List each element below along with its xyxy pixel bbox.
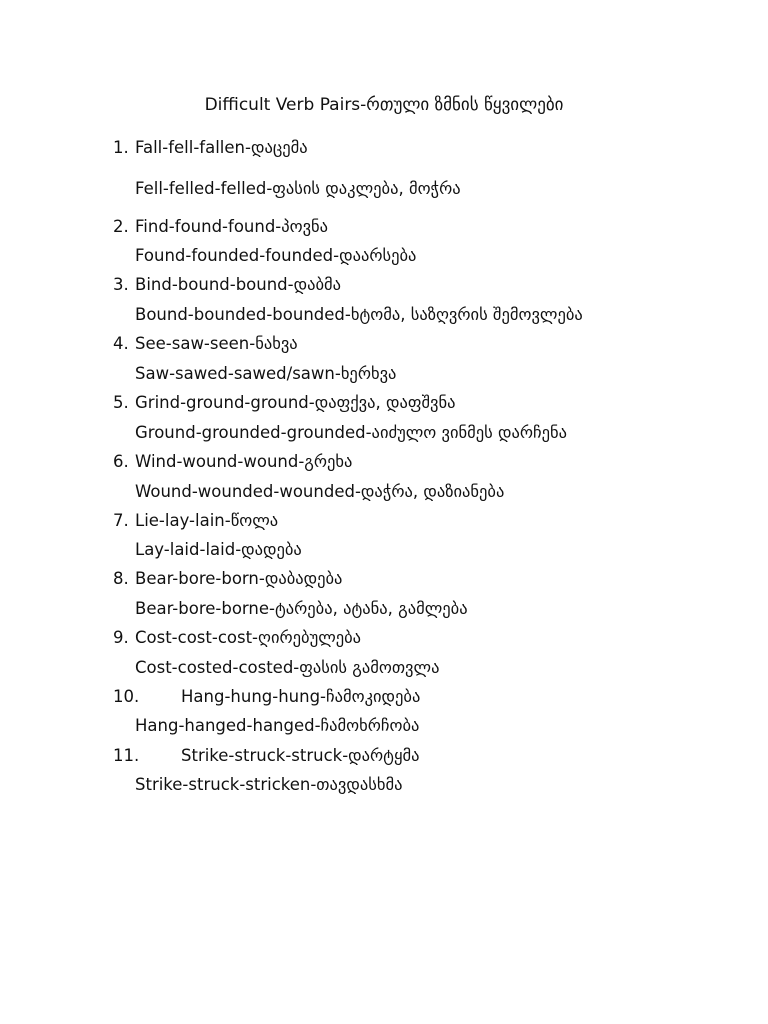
item-number: 7. [113, 511, 129, 530]
item-number: 2. [113, 217, 129, 236]
verb-line-primary: Bear-bore-born-დაბადება [135, 569, 343, 588]
verb-line-secondary: Found-founded-founded-დაარსება [135, 246, 417, 265]
verb-line-secondary: Strike-struck-stricken-თავდასხმა [135, 775, 403, 794]
verb-line-primary: Bind-bound-bound-დაბმა [135, 275, 342, 294]
verb-line-secondary: Bear-bore-borne-ტარება, ატანა, გამლება [135, 599, 468, 618]
verb-line-secondary: Bound-bounded-bounded-ხტომა, საზღვრის შემოვლება [135, 305, 583, 324]
verb-line-secondary: Ground-grounded-grounded-აიძულო ვინმეს დარჩენა [135, 423, 567, 442]
verb-line-secondary: Cost-costed-costed-ფასის გამოთვლა [135, 658, 440, 677]
verb-line-primary: Find-found-found-პოვნა [135, 217, 329, 236]
verb-line-primary: See-saw-seen-ნახვა [135, 334, 298, 353]
item-number: 8. [113, 569, 129, 588]
page-title: Difficult Verb Pairs-რთული ზმნის წყვილები [204, 95, 564, 115]
verb-line-secondary: Wound-wounded-wounded-დაჭრა, დაზიანება [135, 482, 505, 501]
verb-line-primary: Fall-fell-fallen-დაცემა [135, 138, 308, 157]
item-number: 5. [113, 393, 129, 412]
verb-line-primary: Cost-cost-cost-ღირებულება [135, 628, 362, 647]
verb-line-primary: Lie-lay-lain-წოლა [135, 511, 279, 530]
verb-line-secondary: Saw-sawed-sawed/sawn-ხერხვა [135, 364, 397, 383]
item-number: 6. [113, 452, 129, 471]
verb-line-secondary: Hang-hanged-hanged-ჩამოხრჩობა [135, 716, 420, 735]
item-number: 10. [113, 687, 140, 706]
verb-line-secondary: Lay-laid-laid-დადება [135, 540, 302, 559]
item-number: 4. [113, 334, 129, 353]
item-number: 11. [113, 746, 140, 765]
verb-line-primary: Hang-hung-hung-ჩამოკიდება [181, 687, 421, 706]
item-number: 9. [113, 628, 129, 647]
verb-line-primary: Wind-wound-wound-გრეხა [135, 452, 353, 471]
item-number: 1. [113, 138, 129, 157]
verb-line-primary: Strike-struck-struck-დარტყმა [181, 746, 420, 765]
verb-line-secondary: Fell-felled-felled-ფასის დაკლება, მოჭრა [135, 179, 461, 198]
verb-line-primary: Grind-ground-ground-დაფქვა, დაფშვნა [135, 393, 456, 412]
item-number: 3. [113, 275, 129, 294]
